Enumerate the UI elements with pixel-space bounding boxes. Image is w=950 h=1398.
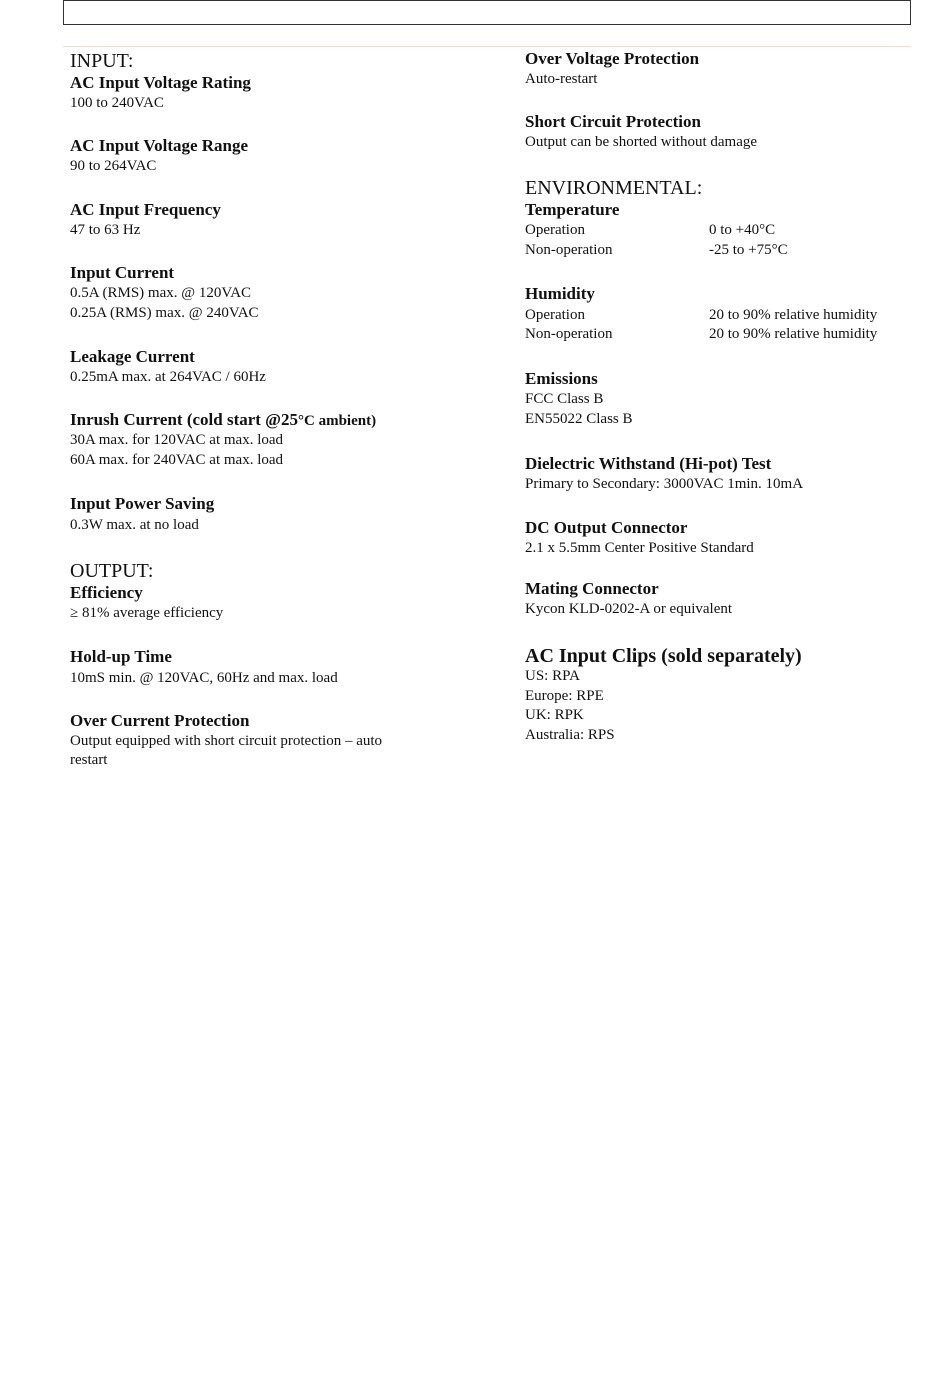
input-current-title: Input Current (70, 263, 175, 282)
input-power-saving-title: Input Power Saving (70, 494, 215, 513)
dc-output-connector-value: 2.1 x 5.5mm Center Positive Standard (525, 540, 754, 556)
over-voltage-protection-value: Auto-restart (525, 71, 598, 87)
over-voltage-protection-title: Over Voltage Protection (525, 49, 700, 68)
ac-input-clips-heading: AC Input Clips (sold separately) (525, 645, 802, 667)
humidity-row-label: Non-operation (525, 326, 613, 342)
input-heading: INPUT: (70, 50, 134, 72)
inrush-current-title (70, 410, 376, 431)
output-heading: OUTPUT: (70, 560, 154, 582)
efficiency-title: Efficiency (70, 583, 143, 602)
ac-input-voltage-rating-value: 100 to 240VAC (70, 95, 164, 111)
dc-output-connector-title: DC Output Connector (525, 518, 688, 537)
humidity-row-value: 20 to 90% relative humidity (709, 307, 878, 323)
ac-input-clips-line: US: RPA (525, 668, 580, 684)
ac-input-voltage-range-title: AC Input Voltage Range (70, 136, 249, 155)
input-current-line: 0.5A (RMS) max. @ 120VAC (70, 285, 252, 301)
temperature-row-label: Operation (525, 222, 585, 238)
over-current-protection-line: restart (70, 752, 108, 768)
dielectric-withstand-title: Dielectric Withstand (Hi-pot) Test (525, 454, 772, 473)
over-current-protection-line: Output equipped with short circuit protection – auto (70, 733, 383, 749)
inrush-title-main: Inrush Current (cold start @25 (70, 410, 298, 429)
humidity-row-label: Operation (525, 307, 585, 323)
leakage-current-title: Leakage Current (70, 347, 195, 366)
ac-input-frequency-value: 47 to 63 Hz (70, 222, 141, 238)
ac-input-frequency-title: AC Input Frequency (70, 200, 221, 219)
mating-connector-title: Mating Connector (525, 579, 659, 598)
environmental-heading: ENVIRONMENTAL: (525, 177, 703, 199)
emissions-line: EN55022 Class B (525, 411, 633, 427)
ac-input-voltage-range-value: 90 to 264VAC (70, 158, 157, 174)
temperature-row-value: -25 to +75°C (709, 242, 788, 258)
ac-input-clips-line: Australia: RPS (525, 727, 615, 743)
inrush-current-line: 30A max. for 120VAC at max. load (70, 432, 284, 448)
emissions-title: Emissions (525, 369, 598, 388)
humidity-row-value: 20 to 90% relative humidity (709, 326, 878, 342)
dielectric-withstand-value: Primary to Secondary: 3000VAC 1min. 10mA (525, 476, 804, 492)
leakage-current-value: 0.25mA max. at 264VAC / 60Hz (70, 369, 266, 385)
temperature-row-label: Non-operation (525, 242, 613, 258)
header-box (63, 0, 911, 25)
input-current-line: 0.25A (RMS) max. @ 240VAC (70, 305, 259, 321)
input-power-saving-value: 0.3W max. at no load (70, 517, 199, 533)
short-circuit-protection-title: Short Circuit Protection (525, 112, 701, 131)
emissions-line: FCC Class B (525, 391, 604, 407)
header-rule (63, 46, 911, 47)
over-current-protection-title: Over Current Protection (70, 711, 250, 730)
humidity-title: Humidity (525, 284, 595, 303)
inrush-title-small: °C ambient) (298, 413, 377, 429)
ac-input-clips-line: UK: RPK (525, 707, 584, 723)
holdup-time-value: 10mS min. @ 120VAC, 60Hz and max. load (70, 670, 338, 686)
mating-connector-value: Kycon KLD-0202-A or equivalent (525, 601, 733, 617)
inrush-current-line: 60A max. for 240VAC at max. load (70, 452, 284, 468)
temperature-row-value: 0 to +40°C (709, 222, 776, 238)
efficiency-value: ≥ 81% average efficiency (70, 605, 224, 621)
temperature-title: Temperature (525, 200, 620, 219)
holdup-time-title: Hold-up Time (70, 647, 172, 666)
ac-input-clips-line: Europe: RPE (525, 688, 604, 704)
short-circuit-protection-value: Output can be shorted without damage (525, 134, 758, 150)
ac-input-voltage-rating-title: AC Input Voltage Rating (70, 73, 251, 92)
